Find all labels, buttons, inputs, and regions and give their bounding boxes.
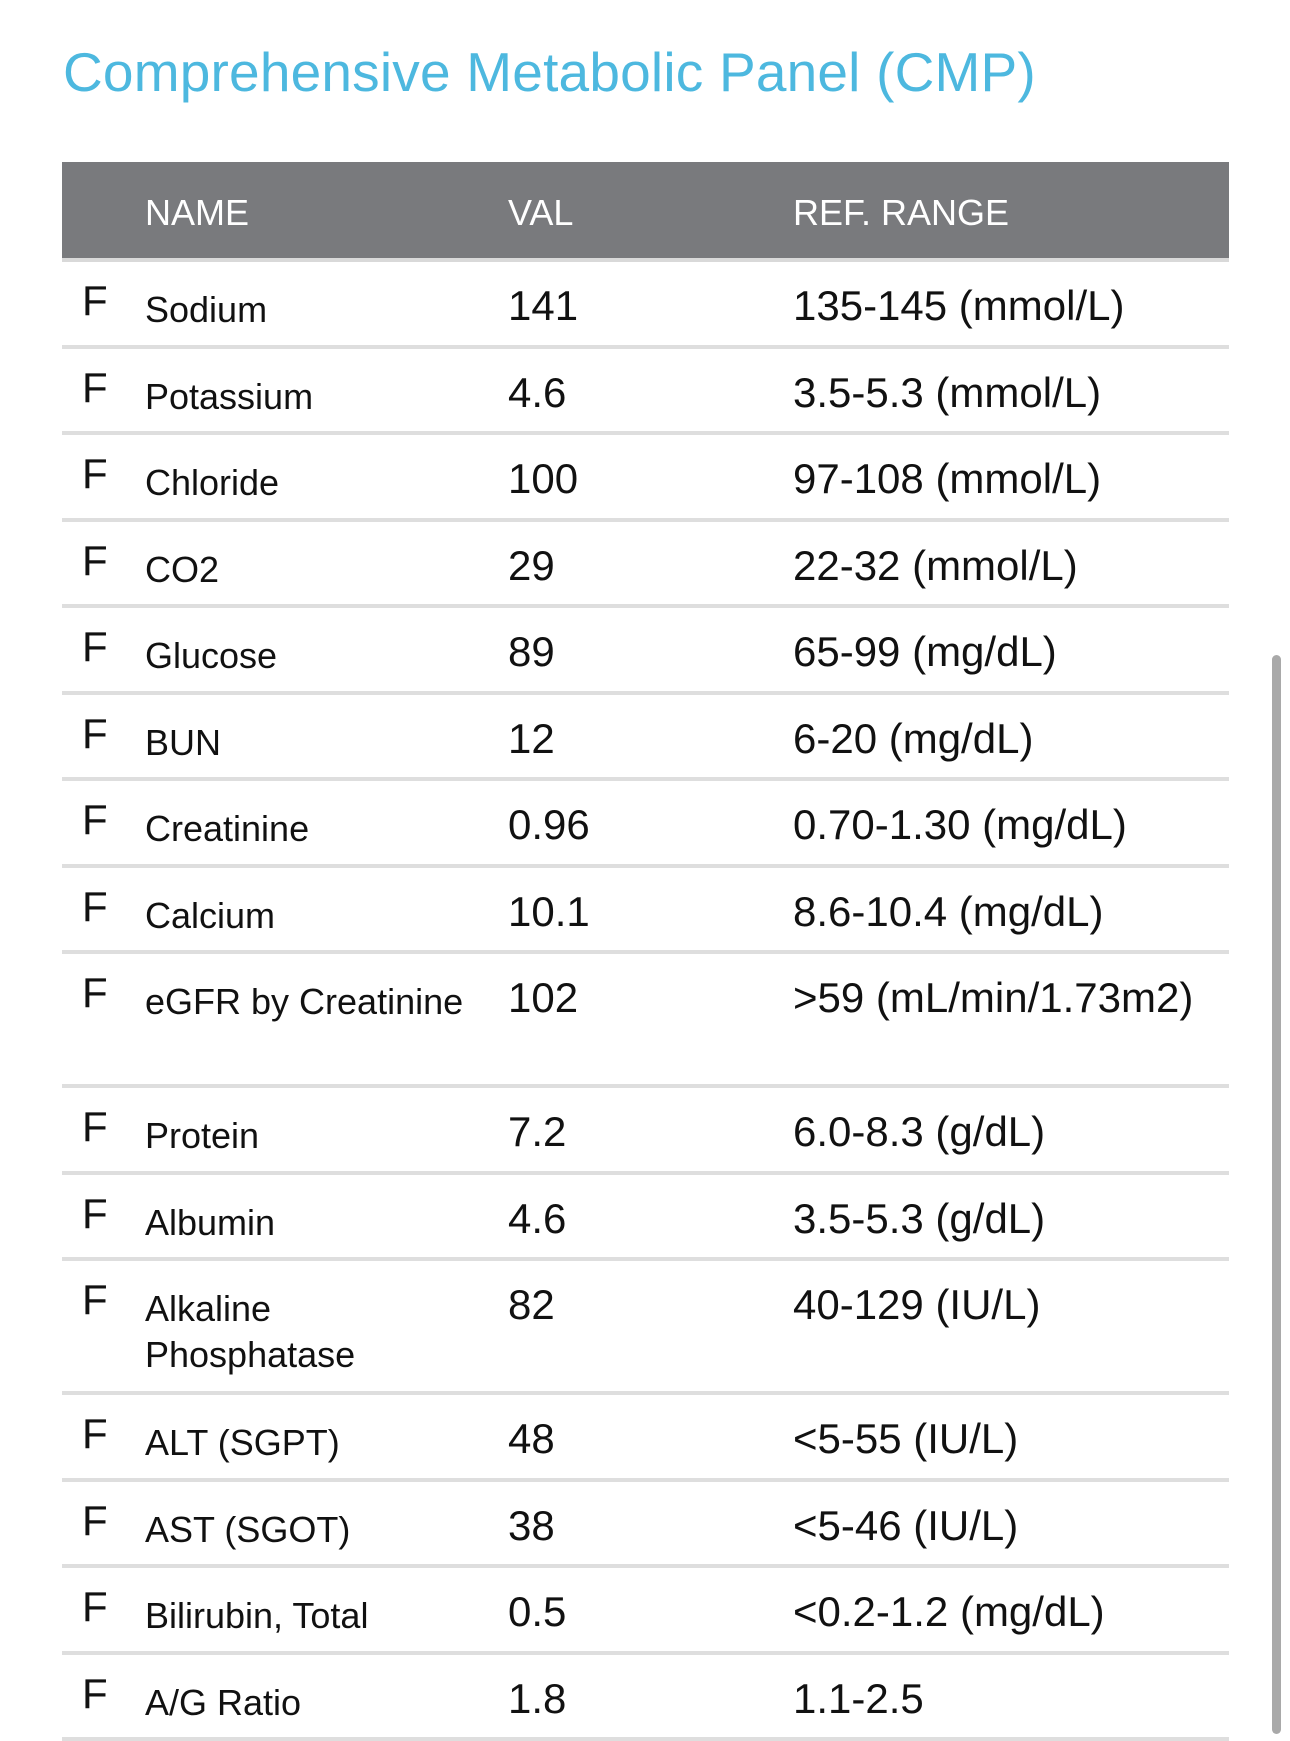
test-value: 0.96 bbox=[508, 801, 590, 849]
table-row bbox=[62, 608, 1229, 695]
column-header-name: NAME bbox=[145, 192, 249, 234]
reference-range: 6-20 (mg/dL) bbox=[793, 715, 1033, 763]
reference-range: 135-145 (mmol/L) bbox=[793, 282, 1124, 330]
test-value: 102 bbox=[508, 974, 578, 1022]
table-row bbox=[62, 695, 1229, 782]
page-title: Comprehensive Metabolic Panel (CMP) bbox=[63, 40, 1036, 104]
table-row bbox=[62, 522, 1229, 609]
test-name: Alkaline Phosphatase bbox=[145, 1286, 475, 1378]
flag-indicator: F bbox=[82, 1410, 108, 1458]
flag-indicator: F bbox=[82, 364, 108, 412]
flag-indicator: F bbox=[82, 277, 108, 325]
table-row bbox=[62, 868, 1229, 955]
table-header bbox=[62, 162, 1229, 262]
reference-range: 65-99 (mg/dL) bbox=[793, 628, 1057, 676]
reference-range: 0.70-1.30 (mg/dL) bbox=[793, 801, 1127, 849]
flag-indicator: F bbox=[82, 1103, 108, 1151]
test-name: AST (SGOT) bbox=[145, 1507, 475, 1553]
scrollbar[interactable] bbox=[1272, 655, 1281, 1734]
table-body bbox=[62, 262, 1229, 1741]
reference-range: 22-32 (mmol/L) bbox=[793, 542, 1078, 590]
flag-indicator: F bbox=[82, 623, 108, 671]
test-value: 4.6 bbox=[508, 369, 566, 417]
flag-indicator: F bbox=[82, 1276, 108, 1324]
table-row bbox=[62, 781, 1229, 868]
test-name: eGFR by Creatinine bbox=[145, 979, 475, 1025]
flag-indicator: F bbox=[82, 1497, 108, 1545]
test-value: 38 bbox=[508, 1502, 555, 1550]
test-value: 10.1 bbox=[508, 888, 590, 936]
flag-indicator: F bbox=[82, 969, 108, 1017]
reference-range: 3.5-5.3 (mmol/L) bbox=[793, 369, 1101, 417]
flag-indicator: F bbox=[82, 1583, 108, 1631]
reference-range: <5-46 (IU/L) bbox=[793, 1502, 1018, 1550]
table-row bbox=[62, 435, 1229, 522]
test-value: 100 bbox=[508, 455, 578, 503]
flag-indicator: F bbox=[82, 450, 108, 498]
reference-range: 40-129 (IU/L) bbox=[793, 1281, 1040, 1329]
test-name: A/G Ratio bbox=[145, 1680, 475, 1726]
test-value: 7.2 bbox=[508, 1108, 566, 1156]
reference-range: 1.1-2.5 bbox=[793, 1675, 924, 1723]
reference-range: 3.5-5.3 (g/dL) bbox=[793, 1195, 1045, 1243]
test-value: 82 bbox=[508, 1281, 555, 1329]
reference-range: <0.2-1.2 (mg/dL) bbox=[793, 1588, 1105, 1636]
reference-range: >59 (mL/min/1.73m2) bbox=[793, 974, 1193, 1022]
table-row bbox=[62, 1655, 1229, 1741]
test-name: Chloride bbox=[145, 460, 475, 506]
table-row bbox=[62, 1088, 1229, 1175]
test-name: Potassium bbox=[145, 374, 475, 420]
flag-indicator: F bbox=[82, 796, 108, 844]
column-header-ref-range: REF. RANGE bbox=[793, 192, 1009, 234]
reference-range: <5-55 (IU/L) bbox=[793, 1415, 1018, 1463]
table-row bbox=[62, 1482, 1229, 1569]
flag-indicator: F bbox=[82, 883, 108, 931]
test-value: 0.5 bbox=[508, 1588, 566, 1636]
table-row bbox=[62, 262, 1229, 349]
test-value: 89 bbox=[508, 628, 555, 676]
test-name: Calcium bbox=[145, 893, 475, 939]
test-name: Albumin bbox=[145, 1200, 475, 1246]
flag-indicator: F bbox=[82, 1670, 108, 1718]
test-value: 4.6 bbox=[508, 1195, 566, 1243]
test-value: 12 bbox=[508, 715, 555, 763]
flag-indicator: F bbox=[82, 1190, 108, 1238]
results-table bbox=[62, 162, 1229, 1741]
test-name: BUN bbox=[145, 720, 475, 766]
table-row bbox=[62, 349, 1229, 436]
test-name: CO2 bbox=[145, 547, 475, 593]
test-name: Creatinine bbox=[145, 806, 475, 852]
table-row bbox=[62, 1568, 1229, 1655]
test-name: ALT (SGPT) bbox=[145, 1420, 475, 1466]
table-row bbox=[62, 954, 1229, 1088]
test-value: 48 bbox=[508, 1415, 555, 1463]
test-name: Protein bbox=[145, 1113, 475, 1159]
reference-range: 8.6-10.4 (mg/dL) bbox=[793, 888, 1104, 936]
test-value: 141 bbox=[508, 282, 578, 330]
test-value: 1.8 bbox=[508, 1675, 566, 1723]
test-value: 29 bbox=[508, 542, 555, 590]
test-name: Sodium bbox=[145, 287, 475, 333]
test-name: Bilirubin, Total bbox=[145, 1593, 475, 1639]
column-header-val: VAL bbox=[508, 192, 573, 234]
table-row bbox=[62, 1261, 1229, 1395]
flag-indicator: F bbox=[82, 537, 108, 585]
test-name: Glucose bbox=[145, 633, 475, 679]
flag-indicator: F bbox=[82, 710, 108, 758]
reference-range: 97-108 (mmol/L) bbox=[793, 455, 1101, 503]
table-row bbox=[62, 1175, 1229, 1262]
table-row bbox=[62, 1395, 1229, 1482]
reference-range: 6.0-8.3 (g/dL) bbox=[793, 1108, 1045, 1156]
